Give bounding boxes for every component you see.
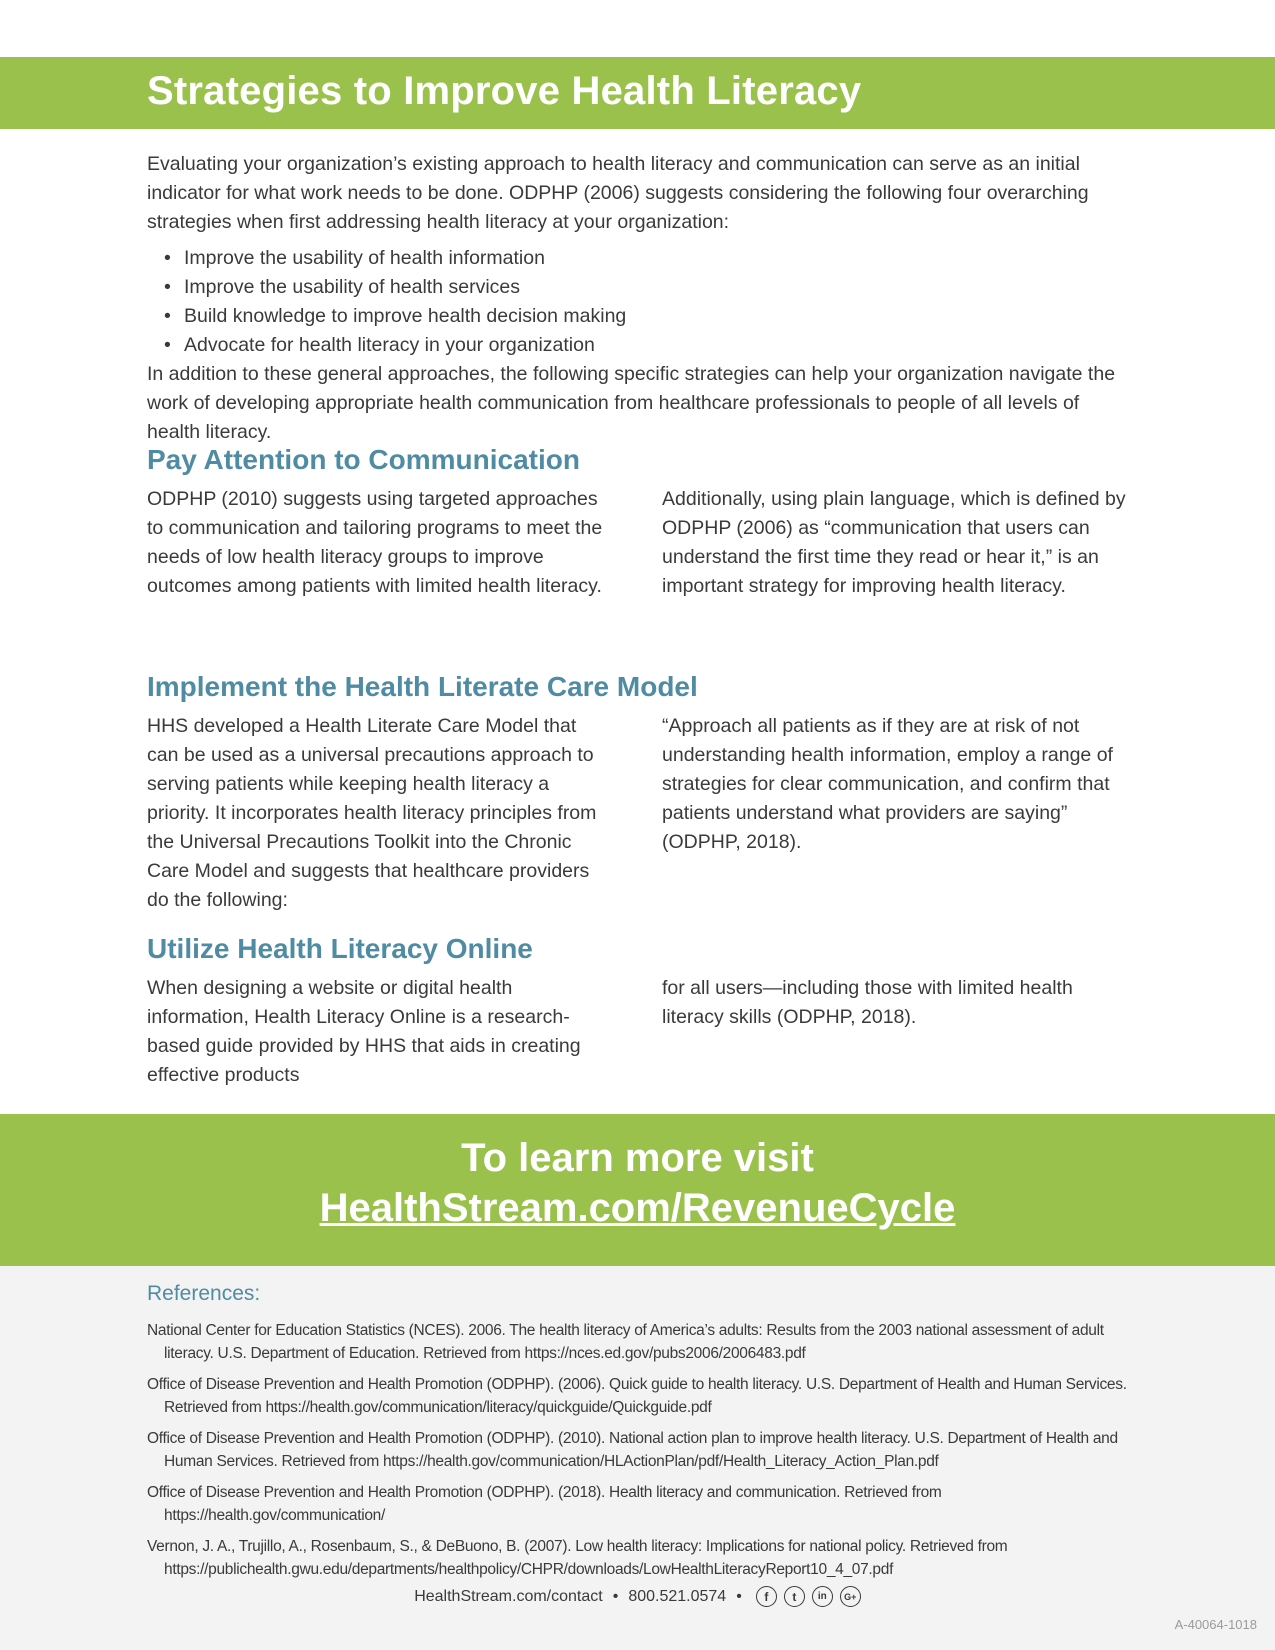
intro <box>147 150 1127 447</box>
section-heading: Utilize Health Literacy Online <box>147 933 533 964</box>
section-text-left: HHS developed a Health Literate Care Model that can be used as a universal precautions approach to serving patients while keeping health literacy a priority. It incorporates health literacy principles from the Universal Precautions Toolkit into the Chronic Care Model and suggests that healthcare providers do the following: <box>147 715 597 911</box>
cta-text: To learn more visit <box>461 1136 814 1180</box>
contact-link[interactable]: HealthStream.com/contact <box>414 1587 603 1605</box>
references-list <box>147 1319 1137 1589</box>
list-item: • Advocate for health literacy in your organization <box>164 331 1127 360</box>
phone-number[interactable]: 800.521.0574 <box>628 1587 727 1605</box>
google-plus-icon[interactable]: G+ <box>840 1586 861 1607</box>
separator: • <box>736 1587 742 1605</box>
reference-item: Office of Disease Prevention and Health Promotion (ODPHP). (2006). Quick guide to health literacy. U.S. Department of Health and Human Services. Retrieved from https://health.gov/communication/literacy/quickguide/Quickguide.pdf <box>147 1376 1127 1416</box>
section-care-model <box>147 669 1127 915</box>
cta-link-row <box>0 1183 1275 1233</box>
strategy-list <box>147 244 1127 360</box>
references-heading: References: <box>147 1282 261 1305</box>
reference-item: Vernon, J. A., Trujillo, A., Rosenbaum, S., & DeBuono, B. (2007). Low health literacy: Implications for national policy. Retrieved from https://publichealth.gwu.edu/departments/healthpolicy/CHPR/downloads/LowHealthLiteracyReport10_4_07.pdf <box>147 1538 1008 1578</box>
section-communication <box>147 442 1127 601</box>
page-title: Strategies to Improve Health Literacy <box>147 69 862 113</box>
reference-item: Office of Disease Prevention and Health Promotion (ODPHP). (2010). National action plan to improve health literacy. U.S. Department of Health and Human Services. Retrieved from https://health.gov/communication/HLActionPlan/pdf/Health_Literacy_Action_Plan.pdf <box>147 1430 1118 1470</box>
section-heading: Pay Attention to Communication <box>147 444 580 475</box>
section-text-right: for all users—including those with limited health literacy skills (ODPHP, 2018). <box>662 977 1073 1028</box>
separator: • <box>612 1587 619 1605</box>
title-banner <box>0 57 1275 129</box>
list-item: • Build knowledge to improve health decision making <box>164 302 1127 331</box>
section-text-right: Additionally, using plain language, which is defined by ODPHP (2006) as “communication that users can understand the first time they read or hear it,” is an important strategy for improving health literacy. <box>662 488 1126 597</box>
section-heading: Implement the Health Literate Care Model <box>147 671 698 702</box>
footer-contact <box>0 1586 1275 1607</box>
intro-paragraph-2: In addition to these general approaches, the following specific strategies can help your organization navigate the work of developing appropriate health communication from healthcare professionals to people of all levels of health literacy. <box>147 363 1116 443</box>
revenue-cycle-link[interactable]: HealthStream.com/RevenueCycle <box>319 1186 956 1230</box>
section-text-left: When designing a website or digital health information, Health Literacy Online is a research-based guide provided by HHS that aids in creating effective products <box>147 977 581 1086</box>
twitter-icon[interactable]: t <box>784 1586 805 1607</box>
section-text-right: “Approach all patients as if they are at risk of not understanding health information, employ a range of strategies for clear communication, and confirm that patients understand what providers are saying” (ODPHP, 2018). <box>662 715 1113 853</box>
linkedin-icon[interactable]: in <box>812 1586 833 1607</box>
social-links <box>756 1586 861 1607</box>
reference-item: National Center for Education Statistics (NCES). 2006. The health literacy of America’s adults: Results from the 2003 national assessment of adult literacy. U.S. Department of Education. Retrieved from https://nces.ed.gov/pubs2006/2006483.pdf <box>147 1322 1104 1362</box>
list-item: • Improve the usability of health information <box>164 244 1127 273</box>
intro-paragraph: Evaluating your organization’s existing approach to health literacy and communication can serve as an initial indicator for what work needs to be done. ODPHP (2006) suggests considering the following four overarching strategies when first addressing health literacy at your organization: <box>147 153 1089 233</box>
section-text-left: ODPHP (2010) suggests using targeted approaches to communication and tailoring programs to meet the needs of low health literacy groups to improve outcomes among patients with limited health literacy. <box>147 488 603 597</box>
section-health-literacy-online <box>147 931 1127 1090</box>
list-item: • Improve the usability of health services <box>164 273 1127 302</box>
cta-banner <box>0 1114 1275 1266</box>
facebook-icon[interactable]: f <box>756 1586 777 1607</box>
document-code: A-40064-1018 <box>1174 1617 1257 1632</box>
reference-item: Office of Disease Prevention and Health Promotion (ODPHP). (2018). Health literacy and communication. Retrieved from https://health.gov/communication/ <box>147 1484 942 1524</box>
